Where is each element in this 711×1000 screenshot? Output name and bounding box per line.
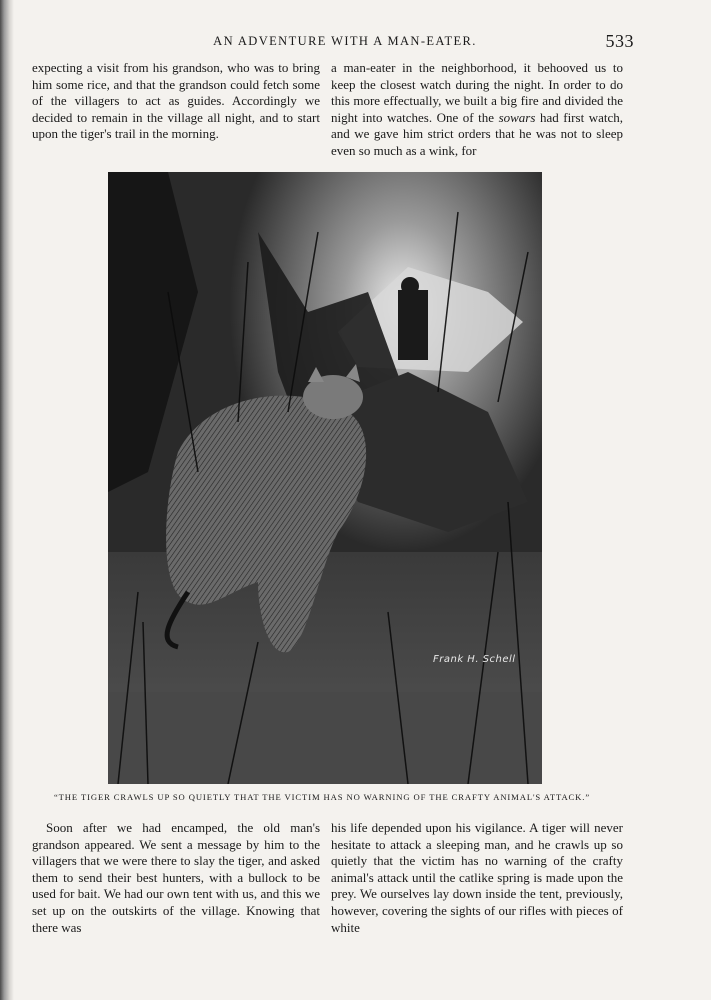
text-column-top-right	[331, 60, 623, 160]
text-column-bottom-right	[331, 820, 623, 936]
illustration-caption: “THE TIGER CRAWLS UP SO QUIETLY THAT THE VICTIM HAS NO WARNING OF THE CRAFTY ANIMAL'S ATTACK.”	[53, 792, 591, 802]
foreground-ground	[108, 692, 542, 784]
paragraph	[331, 60, 623, 160]
engraving-illustration	[108, 172, 542, 784]
paragraph: Soon after we had encamped, the old man's grandson appeared. We sent a message by him to the villagers that we were there to slay the tiger, and asked them to send their best hunters, with a bullock to be used for bait. We had our own tent with us, and this we set up on the outskirts of the village. Knowing that there was	[32, 820, 320, 935]
book-gutter-edge	[0, 0, 14, 1000]
tiger-engraving	[108, 172, 542, 784]
paragraph: his life depended upon his vigilance. A tiger will never hesitate to attack a sleeping man, and he crawls up so quietly that the victim has no warning of the crafty animal's attack until the catlike spring is made upon the prey. We ourselves lay down inside the tent, previously, however, covering the sights of our rifles with pieces of white	[331, 820, 623, 935]
sentry-head	[401, 277, 419, 295]
italic-word: sowars	[498, 109, 536, 125]
artist-signature: Frank H. Schell	[433, 654, 516, 665]
text-column-bottom-left	[32, 820, 320, 936]
sentry-figure	[398, 290, 428, 360]
text-run: a man-eater in the neighborhood, it behooved us to keep the closest watch during the night. In order to do this more effectually, we built a big fire and divided the night into watches. One of the	[331, 60, 623, 125]
page-number: 533	[605, 31, 634, 51]
page-header	[30, 31, 634, 54]
text-run: had first watch, and we gave him strict orders that he was not to sleep even so much as a wink, for	[331, 109, 623, 158]
running-title: AN ADVENTURE WITH A MAN-EATER.	[213, 34, 477, 48]
text-column-top-left	[32, 60, 320, 143]
paragraph: expecting a visit from his grandson, who was to bring him some rice, and that the grandson could fetch some of the villagers to act as guides. Accordingly we decided to remain in the village all night, and to start upon the tiger's trail in the morning.	[32, 60, 320, 142]
